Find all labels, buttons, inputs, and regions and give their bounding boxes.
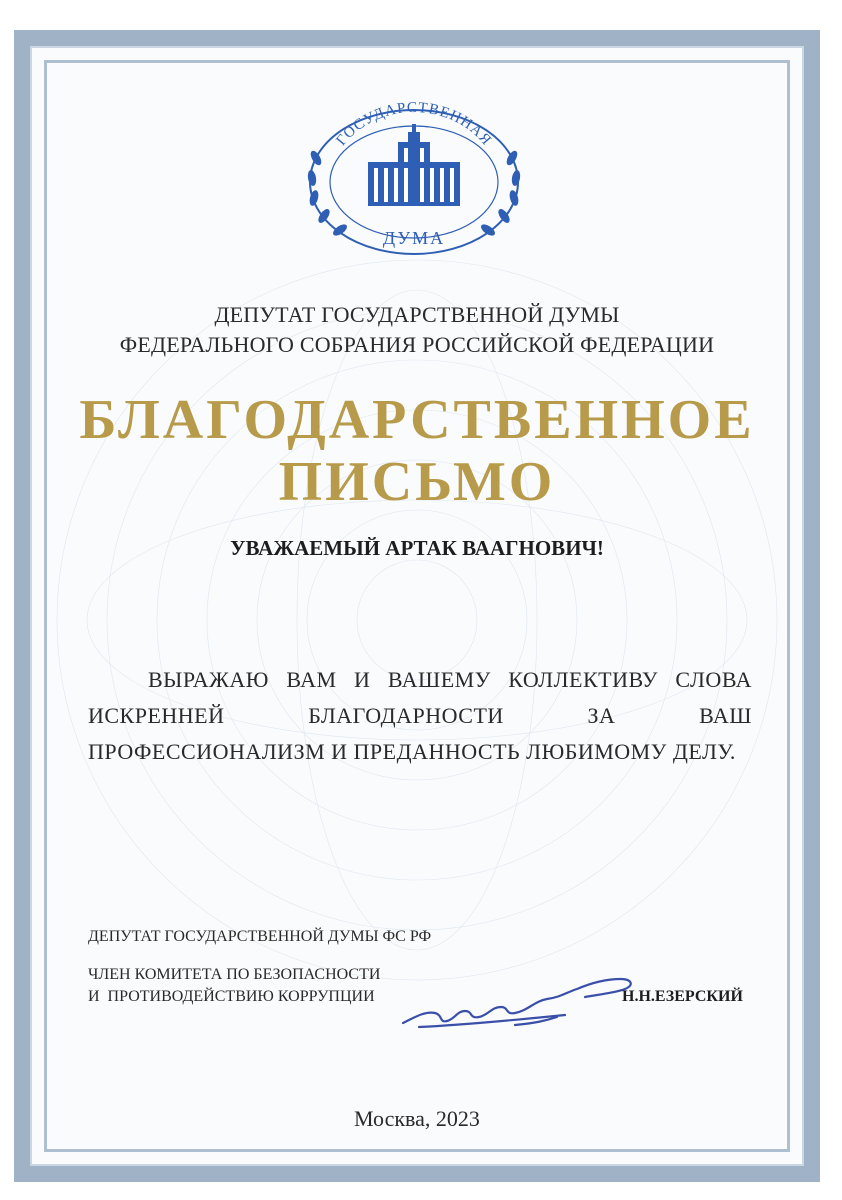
document-title-line1: БЛАГОДАРСТВЕННОЕ <box>79 389 755 451</box>
greeting: УВАЖАЕМЫЙ АРТАК ВААГНОВИЧ! <box>230 536 604 560</box>
signatory-position: ДЕПУТАТ ГОСУДАРСТВЕННОЙ ДУМЫ ФС РФ <box>88 928 432 945</box>
emblem-arc-top-text: ГОСУДАРСТВЕННАЯ <box>333 99 495 149</box>
emblem-arc-bottom-text: ДУМА <box>382 228 446 248</box>
signatory-name: Н.Н.ЕЗЕРСКИЙ <box>622 988 743 1005</box>
document-title-line2: ПИСЬМО <box>278 451 556 513</box>
handwritten-signature-icon <box>395 965 655 1035</box>
signatory-role-line1: ЧЛЕН КОМИТЕТА ПО БЕЗОПАСНОСТИ <box>88 966 381 983</box>
place-and-year: Москва, 2023 <box>354 1106 480 1131</box>
issuer-header-line1: ДЕПУТАТ ГОСУДАРСТВЕННОЙ ДУМЫ <box>214 302 620 327</box>
signatory-role-line2: И ПРОТИВОДЕЙСТВИЮ КОРРУПЦИИ <box>88 988 375 1005</box>
duma-emblem-icon <box>298 98 530 258</box>
issuer-header-line2: ФЕДЕРАЛЬНОГО СОБРАНИЯ РОССИЙСКОЙ ФЕДЕРАЦИИ <box>119 332 715 357</box>
letter-body: ВЫРАЖАЮ ВАМ И ВАШЕМУ КОЛЛЕКТИВУ СЛОВА ИСКРЕННЕЙ БЛАГОДАРНОСТИ ЗА ВАШ ПРОФЕССИОНАЛИЗМ И ПРЕДАННОСТЬ ЛЮБИМОМУ ДЕЛУ. <box>88 667 752 764</box>
